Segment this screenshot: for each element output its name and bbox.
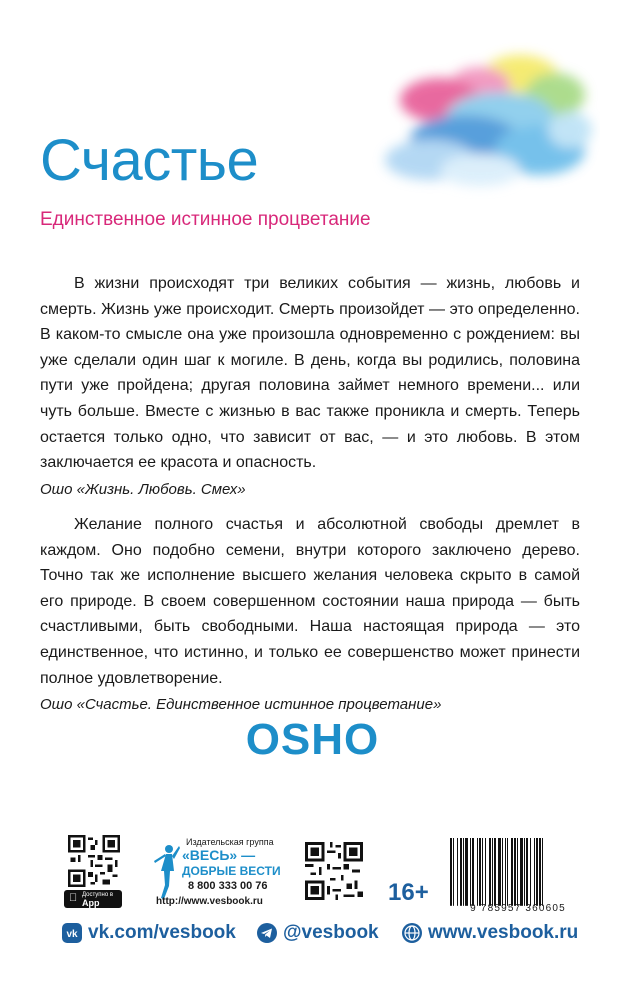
barcode-bar bbox=[542, 838, 543, 906]
telegram-link[interactable] bbox=[257, 918, 379, 948]
quote-text: В жизни происходят три великих события — жизнь, любовь и смерть. Жизнь уже происходит. Смерть произойдет — это определенно. В каком-то смысле она уже произошла одновременно с рождением: вы уже сделали один шаг к могиле. В день, когда вы родились, половина пути уже пройдена; другая половина займет немного времени... или чуть больше. Вместе с жизнью в вас также проникла и смерть. Теперь остается только одно, что зависит от вас, — и это любовь. В этом заключается ее красота и опасность. bbox=[40, 275, 580, 472]
watercolor-splash-image bbox=[370, 40, 600, 210]
vk-link[interactable] bbox=[62, 918, 236, 948]
barcode-bar bbox=[498, 838, 501, 906]
book-title: Счастье bbox=[40, 128, 259, 193]
quote-attribution: Ошо «Жизнь. Любовь. Смех» bbox=[40, 480, 246, 498]
barcode-bar bbox=[453, 838, 454, 906]
publisher-brand: «ВЕСЬ» — bbox=[182, 847, 256, 863]
barcode-bar bbox=[502, 838, 503, 906]
barcode-bar bbox=[492, 838, 493, 906]
herald-figure-icon bbox=[152, 841, 180, 901]
barcode-bar bbox=[524, 838, 525, 906]
barcode-bar bbox=[514, 838, 516, 906]
social-links bbox=[0, 918, 625, 948]
barcode-bar bbox=[530, 838, 531, 906]
isbn-barcode bbox=[448, 838, 588, 908]
quote-block bbox=[40, 271, 580, 502]
barcode-bar bbox=[479, 838, 481, 906]
apple-icon bbox=[69, 893, 77, 904]
appstore-line2: App Store bbox=[82, 898, 106, 917]
svg-text:vk: vk bbox=[66, 929, 78, 940]
vk-icon bbox=[62, 923, 82, 943]
barcode-bar bbox=[511, 838, 513, 906]
vk-link-label: vk.com/vesbook bbox=[88, 922, 236, 943]
barcode-bar bbox=[450, 838, 452, 906]
barcode-bar bbox=[482, 838, 483, 906]
website-link[interactable] bbox=[402, 918, 578, 948]
quote-attribution: Ошо «Счастье. Единственное истинное процветание» bbox=[40, 696, 442, 714]
barcode-bar bbox=[489, 838, 491, 906]
barcode-bar bbox=[536, 838, 538, 906]
barcode-bar bbox=[505, 838, 506, 906]
barcode-bar bbox=[517, 838, 518, 906]
barcode-bar bbox=[526, 838, 528, 906]
telegram-link-label: @vesbook bbox=[283, 922, 379, 943]
publisher-phone: 8 800 333 00 76 bbox=[188, 880, 268, 892]
barcode-bar bbox=[485, 838, 486, 906]
globe-icon bbox=[402, 923, 422, 943]
website-link-label: www.vesbook.ru bbox=[428, 922, 579, 943]
publisher-group-label: Издательская группа bbox=[186, 837, 274, 847]
quote-block bbox=[40, 512, 580, 717]
age-rating: 16+ bbox=[388, 879, 429, 906]
barcode-bar bbox=[463, 838, 464, 906]
quote-text: Желание полного счастья и абсолютной свободы дремлет в каждом. Оно подобно семени, внутри которого заключено дерево. Точно так же исполнение высшего желания человека скрыто в самой его природе. В своем совершенном состоянии наша природа — быть счастливыми, быть свободными. Наша настоящая природа — это единственное, что истинно, и только ее совершенство может принести полное удовлетворение. bbox=[40, 516, 580, 687]
barcode-bar bbox=[470, 838, 471, 906]
qr-code-appstore[interactable] bbox=[66, 835, 122, 887]
barcode-bar bbox=[494, 838, 496, 906]
publisher-url[interactable]: http://www.vesbook.ru bbox=[156, 896, 263, 907]
barcode-bar bbox=[520, 838, 523, 906]
book-subtitle: Единственное истинное процветание bbox=[40, 209, 371, 230]
footer bbox=[0, 830, 625, 990]
barcode-bar bbox=[460, 838, 462, 906]
barcode-bar bbox=[457, 838, 458, 906]
barcode-bar bbox=[534, 838, 535, 906]
author-logo: OSHO bbox=[245, 715, 380, 764]
publisher-logo bbox=[152, 833, 282, 913]
telegram-icon bbox=[257, 923, 277, 943]
appstore-line1: Доступно в bbox=[82, 892, 114, 898]
isbn-number: 9 785957 360605 bbox=[470, 903, 566, 914]
publisher-brand-sub: ДОБРЫЕ ВЕСТИ bbox=[182, 864, 281, 878]
barcode-bar bbox=[477, 838, 478, 906]
appstore-badge[interactable] bbox=[64, 890, 122, 917]
barcode-bar bbox=[507, 838, 508, 906]
barcode-bar bbox=[472, 838, 474, 906]
barcode-bar bbox=[465, 838, 468, 906]
barcode-bar bbox=[539, 838, 541, 906]
qr-code-website[interactable] bbox=[305, 842, 363, 900]
